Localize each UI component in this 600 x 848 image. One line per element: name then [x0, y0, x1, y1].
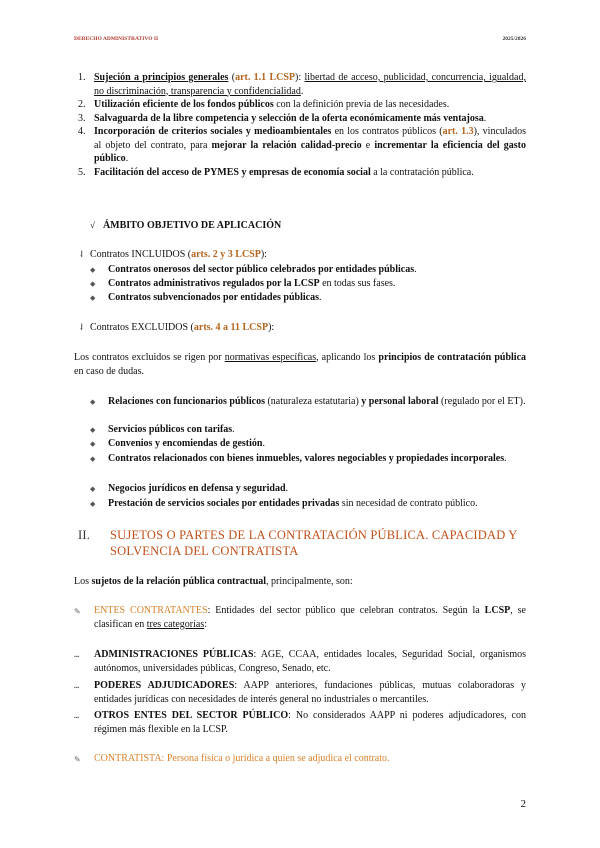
list-item: ◆ Convenios y encomiendas de gestión. [90, 437, 526, 451]
bullet-icon: ◆ [90, 455, 96, 463]
incluidos-heading: ⇃ Contratos INCLUIDOS (arts. 2 y 3 LCSP): [78, 249, 267, 260]
excluidos-heading: ⇃ Contratos EXCLUIDOS (arts. 4 a 11 LCSP): [78, 322, 275, 333]
bullet-icon: ◆ [90, 440, 96, 448]
bullet-icon: ▪▪▪ [74, 716, 80, 721]
excluidos-paragraph: Los contratos excluidos se rigen por normativas específicas, aplicando los principios de contratación pública en caso de dudas. [74, 352, 527, 377]
list-item: ◆ Contratos onerosos del sector público celebrados por entidades públicas. [90, 263, 526, 277]
contratista: ✎ CONTRATISTA: Persona física o jurídica a quien se adjudica el contrato. [74, 752, 526, 766]
list-item: ◆ Servicios públicos con tarifas. [90, 423, 526, 437]
header-course-title: DERECHO ADMINISTRATIVO II [74, 36, 159, 42]
list-item: ◆ Relaciones con funcionarios públicos (naturaleza estatutaria) y personal laboral (regulado por el ET). [90, 395, 526, 409]
pencil-icon: ✎ [74, 755, 81, 764]
list-item: ◆ Negocios jurídicos en defensa y seguridad. [90, 482, 526, 496]
list-item: ◆ Contratos relacionados con bienes inmuebles, valores negociables y propiedades incorporales. [90, 452, 526, 466]
bullet-icon: ▪▪▪ [74, 686, 80, 691]
entes-contratantes: ✎ ENTES CONTRATANTES: Entidades del sector público que celebran contratos. Según la LCSP, se clasifican en tres categorías: [74, 605, 526, 630]
page-number: 2 [520, 798, 526, 810]
arrow-down-icon: ⇃ [78, 322, 86, 332]
list-item: 1. Sujeción a principios generales (art. 1.1 LCSP): libertad de acceso, publicidad, concurrencia, igualdad, no discriminación, transparencia y confidencialidad. [78, 72, 526, 97]
list-item: ▪▪▪ ADMINISTRACIONES PÚBLICAS: AGE, CCAA, entidades locales, Seguridad Social, organismos autónomos, universidades públicas, Congreso, Senado, etc. [74, 649, 526, 674]
bullet-icon: ◆ [90, 398, 96, 406]
section-heading: II. SUJETOS O PARTES DE LA CONTRATACIÓN PÚBLICA. CAPACIDAD Y SOLVENCIA DEL CONTRATISTA [78, 528, 518, 558]
bullet-icon: ◆ [90, 426, 96, 434]
list-item: 4. Incorporación de criterios sociales y medioambientales en los contratos públicos (art. 1.3), vinculados al objeto del contrato, para mejorar la relación calidad-precio e incrementar la eficiencia del gasto público. [78, 126, 526, 164]
list-item: ◆ Prestación de servicios sociales por entidades privadas sin necesidad de contrato público. [90, 497, 526, 511]
sujetos-intro: Los sujetos de la relación pública contractual, principalmente, son: [74, 576, 353, 587]
list-item: ◆ Contratos subvencionados por entidades públicas. [90, 291, 526, 305]
pencil-icon: ✎ [74, 607, 81, 616]
list-item: ▪▪▪ PODERES ADJUDICADORES: AAPP anteriores, fundaciones públicas, mutuas colaboradoras y entidades jurídicas con necesidades de interés general no industriales o mercantiles. [74, 680, 526, 705]
principles-list [74, 71, 526, 179]
bullet-icon: ◆ [90, 266, 96, 274]
bullet-icon: ▪▪▪ [74, 655, 80, 660]
bullet-icon: ◆ [90, 485, 96, 493]
bullet-icon: ◆ [90, 294, 96, 302]
list-item: 2. Utilización eficiente de los fondos públicos con la definición previa de las necesidades. [78, 99, 450, 110]
arrow-down-icon: ⇃ [78, 249, 86, 259]
bullet-icon: ◆ [90, 500, 96, 508]
list-item: ◆ Contratos administrativos regulados por la LCSP en todas sus fases. [90, 277, 526, 291]
ambito-heading: √ ÁMBITO OBJETIVO DE APLICACIÓN [90, 220, 282, 231]
list-item: 3. Salvaguarda de la libre competencia y selección de la oferta económicamente más ventajosa. [78, 112, 487, 124]
header-year: 2025/2026 [502, 36, 526, 42]
check-icon: √ [90, 220, 95, 230]
list-item: ▪▪▪ OTROS ENTES DEL SECTOR PÚBLICO: No considerados AAPP ni poderes adjudicadores, con régimen más flexible en la LCSP. [74, 710, 526, 735]
bullet-icon: ◆ [90, 280, 96, 288]
list-item: 5. Facilitación del acceso de PYMES y empresas de economía social a la contratación pública. [78, 166, 474, 178]
